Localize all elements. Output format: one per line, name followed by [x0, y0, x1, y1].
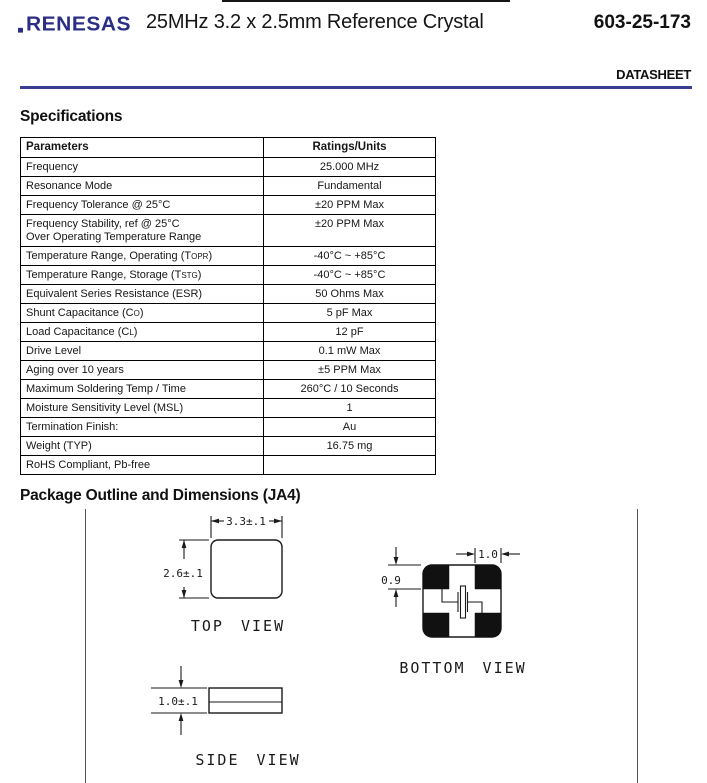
spec-param-cell: Weight (TYP): [21, 437, 264, 456]
spec-value-cell: 1: [264, 399, 436, 418]
spec-param-cell: Load Capacitance (CL): [21, 323, 264, 342]
bottom-pad-width-dim: 1.0: [478, 548, 498, 561]
bottom-pad-height-dim: 0.9: [381, 574, 401, 587]
spec-param-cell: Resonance Mode: [21, 177, 264, 196]
spec-param-cell: Frequency: [21, 158, 264, 177]
spec-row: [21, 158, 436, 177]
spec-param-cell: Aging over 10 years: [21, 361, 264, 380]
spec-row: [21, 399, 436, 418]
corner-pad: [423, 613, 449, 637]
page-top-edge-mark: [222, 0, 510, 2]
side-view-drawing: [141, 655, 361, 780]
ratings-column-header: Ratings/Units: [264, 138, 436, 158]
spec-table-body: [21, 158, 436, 475]
spec-value-cell: 50 Ohms Max: [264, 285, 436, 304]
side-view-height-dim: 1.0±.1: [158, 695, 198, 708]
spec-param-cell: Drive Level: [21, 342, 264, 361]
spec-value-cell: -40°C ~ +85°C: [264, 266, 436, 285]
page-title: 25MHz 3.2 x 2.5mm Reference Crystal: [146, 11, 484, 33]
spec-row: [21, 456, 436, 475]
spec-param-cell: Equivalent Series Resistance (ESR): [21, 285, 264, 304]
part-number: 603-25-173: [593, 12, 691, 33]
spec-param-cell: Termination Finish:: [21, 418, 264, 437]
header-rule: [20, 86, 692, 89]
spec-row: [21, 323, 436, 342]
spec-param-cell: Frequency Stability, ref @ 25°C Over Operating Temperature Range: [21, 215, 264, 247]
spec-row: [21, 177, 436, 196]
spec-table: [20, 137, 436, 475]
spec-value-cell: ±20 PPM Max: [264, 196, 436, 215]
spec-value-cell: 5 pF Max: [264, 304, 436, 323]
logo-text: RENESAS: [26, 13, 132, 36]
spec-row: [21, 266, 436, 285]
spec-param-cell: Moisture Sensitivity Level (MSL): [21, 399, 264, 418]
drawing-area: [85, 509, 638, 783]
spec-header-row: [21, 138, 436, 158]
param-column-header: Parameters: [21, 138, 264, 158]
spec-param-cell: Maximum Soldering Temp / Time: [21, 380, 264, 399]
spec-param-cell: Temperature Range, Storage (TSTG): [21, 266, 264, 285]
spec-row: [21, 342, 436, 361]
spec-value-cell: [264, 456, 436, 475]
doc-type-label: DATASHEET: [616, 67, 691, 82]
spec-value-cell: -40°C ~ +85°C: [264, 247, 436, 266]
renesas-logo: [18, 14, 131, 37]
top-view-body: [211, 540, 282, 598]
spec-param-cell: Temperature Range, Operating (TOPR): [21, 247, 264, 266]
spec-row: [21, 304, 436, 323]
spec-value-cell: Fundamental: [264, 177, 436, 196]
spec-value-cell: 0.1 mW Max: [264, 342, 436, 361]
package-heading: Package Outline and Dimensions (JA4): [20, 487, 301, 504]
spec-value-cell: ±5 PPM Max: [264, 361, 436, 380]
corner-pad: [475, 565, 501, 589]
side-view-body: [209, 688, 282, 713]
spec-row: [21, 196, 436, 215]
corner-pad: [423, 565, 449, 589]
spec-value-cell: 16.75 mg: [264, 437, 436, 456]
spec-row: [21, 418, 436, 437]
top-view-width-dim: 3.3±.1: [226, 515, 266, 528]
bottom-view-drawing: [376, 540, 591, 680]
bottom-view-label: BOTTOM VIEW: [399, 659, 527, 677]
corner-pad: [475, 613, 501, 637]
spec-param-cell: RoHS Compliant, Pb-free: [21, 456, 264, 475]
spec-param-cell: Frequency Tolerance @ 25°C: [21, 196, 264, 215]
spec-row: [21, 437, 436, 456]
logo-square-icon: [18, 28, 23, 33]
spec-row: [21, 361, 436, 380]
spec-row: [21, 285, 436, 304]
top-view-label: TOP VIEW: [190, 617, 286, 635]
spec-value-cell: 260°C / 10 Seconds: [264, 380, 436, 399]
top-view-drawing: [156, 509, 376, 639]
spec-row: [21, 247, 436, 266]
spec-row: [21, 215, 436, 247]
spec-value-cell: 12 pF: [264, 323, 436, 342]
top-view-height-dim: 2.6±.1: [163, 567, 203, 580]
spec-table-head: [21, 138, 436, 158]
spec-param-cell: Shunt Capacitance (CO): [21, 304, 264, 323]
spec-value-cell: 25.000 MHz: [264, 158, 436, 177]
side-view-label: SIDE VIEW: [195, 751, 301, 769]
spec-value-cell: Au: [264, 418, 436, 437]
spec-value-cell: ±20 PPM Max: [264, 215, 436, 247]
spec-row: [21, 380, 436, 399]
specifications-heading: Specifications: [20, 108, 123, 125]
